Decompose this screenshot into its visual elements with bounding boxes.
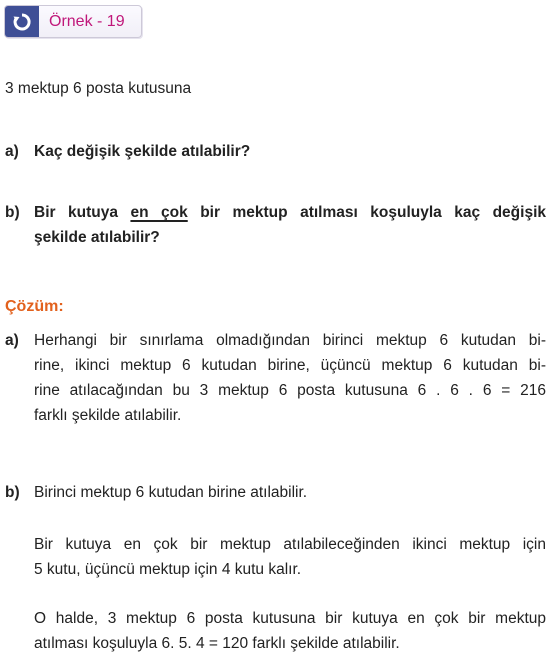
solution-b-p2-line-2: 5 kutu, üçüncü mektup için 4 kutu kalır. [34, 561, 302, 578]
solution-a-line-4: farklı şekilde atılabilir. [34, 407, 182, 424]
header-icon-box [5, 6, 39, 37]
solution-a-line-1: Herhangi bir sınırlama olmadığından birinci mektup 6 kutudan bi- [34, 332, 546, 349]
problem-intro: 3 mektup 6 posta kutusuna [5, 80, 192, 97]
solution-a-line-2: rine, ikinci mektup 6 kutudan birine, üçüncü mektup 6 kutudan bi- [34, 357, 546, 374]
emphasis-underline: en çok [130, 204, 188, 221]
question-a-text: Kaç değişik şekilde atılabilir? [34, 143, 251, 160]
solution-a-text [34, 328, 546, 428]
solution-b-p3-line-2: atılması koşuluyla 6. 5. 4 = 120 farklı şekilde atılabilir. [34, 635, 400, 652]
solution-a-line-3: rine atılacağından bu 3 mektup 6 posta kutusuna 6 . 6 . 6 = 216 [34, 382, 546, 399]
question-a-marker: a) [5, 143, 19, 160]
question-b-text [34, 200, 546, 250]
solution-b-p2-line-1: Bir kutuya en çok bir mektup atılabileceğinden ikinci mektup için [34, 536, 546, 553]
question-b-marker: b) [5, 204, 20, 221]
question-b-line-2: şekilde atılabilir? [34, 229, 160, 246]
example-label: Örnek - 19 [49, 12, 125, 30]
solution-b-marker: b) [5, 484, 20, 501]
example-header [4, 5, 142, 38]
solution-b-line-1: Birinci mektup 6 kutudan birine atılabilir. [34, 484, 308, 501]
solution-title: Çözüm: [5, 298, 64, 315]
solution-b-paragraph-3 [34, 606, 546, 656]
solution-a-marker: a) [5, 332, 19, 349]
solution-b-p3-line-1: O halde, 3 mektup 6 posta kutusuna bir kutuya en çok bir mektup [34, 610, 546, 627]
solution-b-paragraph-2 [34, 532, 546, 582]
circle-arrow-icon [12, 12, 32, 32]
question-b-line-1: Bir kutuya en çok bir mektup atılması koşuluyla kaç değişik [34, 204, 547, 221]
